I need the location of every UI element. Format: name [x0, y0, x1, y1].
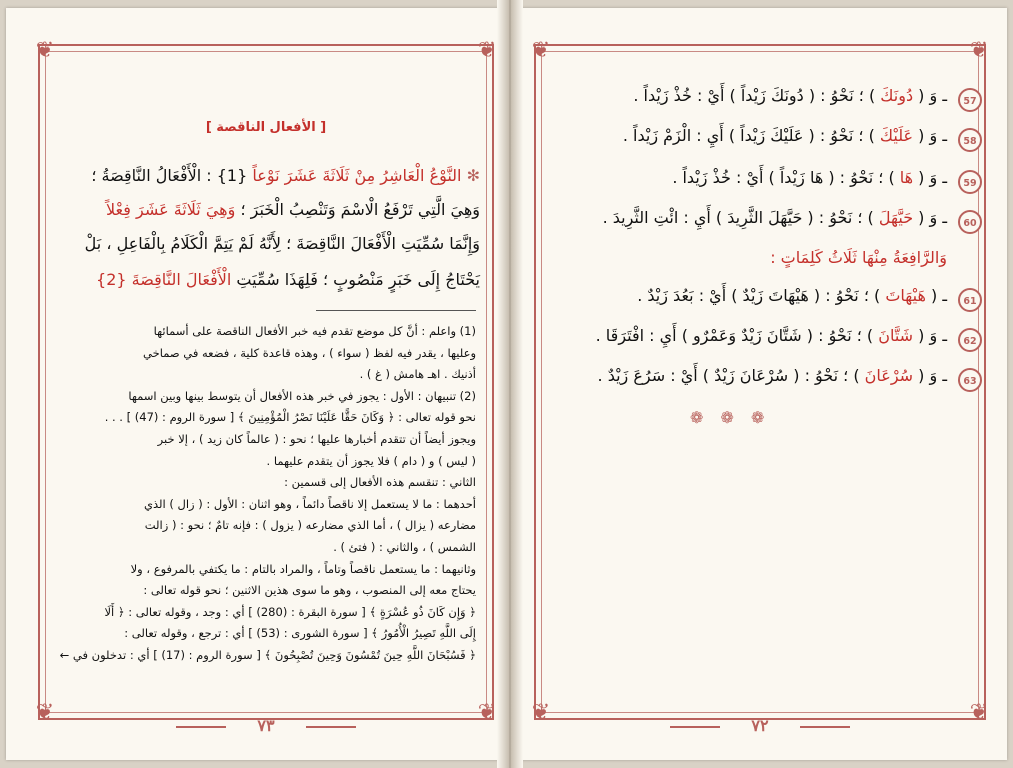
body-line-2-red: وَهِيَ ثَلَاثَةَ عَشَرَ فِعْلاً — [105, 200, 236, 219]
body-line-2-black: وَهِيَ الَّتِي تَرْفَعُ الْاسْمَ وَتَنْصِبُ الْخَبَرَ ؛ — [240, 200, 480, 219]
corner-ornament-icon: ❦ — [477, 700, 497, 725]
item-keyword: شَتَّانَ — [873, 326, 919, 345]
page-number-ornament — [670, 726, 720, 728]
item-text: ـ وَ ( عَلَيْكَ ) ؛ نَحْوُ : ( عَلَيْكَ زَيْداً ) أَيِ : الْزَمْ زَيْداً . — [622, 126, 947, 145]
body-line-1-red: النَّوْعُ الْعَاشِرُ مِنْ ثَلَاثَةَ عَشَرَ نَوْعاً — [252, 166, 462, 185]
item-number-badge: 58 — [958, 128, 982, 152]
footnote-line: ويجوز أيضاً أن تتقدم أخبارها عليها ؛ نحو : ( عالماً كان زيد ) ، إلا خبر — [157, 432, 476, 446]
footnote-line: الشمس ) ، والثاني : ( فتئ ) . — [333, 540, 476, 554]
item-number-badge: 59 — [958, 170, 982, 194]
corner-ornament-icon: ❦ — [35, 700, 55, 725]
item-keyword: هَا — [894, 168, 919, 187]
item-text: ـ وَ ( شَتَّانَ ) ؛ نَحْوُ : ( شَتَّانَ زَيْدٌ وَعَمْرٌو ) أَيِ : افْتَرَقَا . — [595, 326, 947, 345]
book-spine — [497, 0, 523, 768]
body-line-1 — [40, 166, 480, 185]
footnote-line: (1) واعلم : أنَّ كل موضع تقدم فيه خبر الأفعال الناقصة على أسمائها — [153, 324, 476, 338]
page-title: [ الأفعال الناقصة ] — [205, 120, 327, 135]
footnote-line: وعليها ، يقدر فيه لفظ ( سواء ) ، وهذه قاعدة كلية ، فضعه في صماخي — [143, 345, 476, 360]
item-keyword: سُرْعَانَ — [859, 366, 919, 385]
body-line-4-black: يَحْتَاجُ إِلَى خَبَرٍ مَنْصُوبٍ ؛ فَلِهَذَا سُمِّيَتِ — [236, 270, 480, 289]
footnote-line: الثاني : تنقسم هذه الأفعال إلى قسمين : — [284, 475, 476, 490]
item-text: ـ وَ ( حَيَّهَلَ ) ؛ نَحْوُ : ( حَيَّهَلَ الثَّرِيدَ ) أَيِ : ائْتِ الثَّرِيدَ . — [602, 208, 947, 227]
footnote-line: نحو قوله تعالى : ﴿ وَكَانَ حَقًّا عَلَيْنَا نَصْرُ الْمُؤْمِنِينَ ﴾ [ سورة الروم : (47) ] . . . — [104, 410, 476, 425]
corner-ornament-icon: ❦ — [477, 38, 497, 63]
item-text: ـ ( هَيْهَاتَ ) ؛ نَحْوُ : ( هَيْهَاتَ زَيْدٌ ) أَيْ : بَعُدَ زَيْدٌ . — [637, 286, 947, 305]
item-text: ـ وَ ( هَا ) ؛ نَحْوُ : ( هَا زَيْداً ) أَيْ : خُذْ زَيْداً . — [672, 168, 947, 187]
body-line-1-rest: {1} : الْأَفْعَالُ النَّاقِصَةُ ؛ — [91, 166, 248, 185]
item-text: ـ وَ ( دُونَكَ ) ؛ نَحْوُ : ( دُونَكَ زَيْداً ) أَيْ : خُذْ زَيْداً . — [633, 86, 947, 105]
corner-ornament-icon: ❦ — [35, 38, 55, 63]
footnote-line: ﴿ فَسُبْحَانَ اللَّهِ حِينَ تُمْسُونَ وَحِينَ تُصْبِحُونَ ﴾ [ سورة الروم : (17) ] أي : تدخلون في ← — [59, 648, 476, 662]
item-keyword: هَيْهَاتَ — [880, 286, 931, 305]
footnote-line: إِلَى اللَّهِ تَصِيرُ الْأُمُورُ ﴾ [ سورة الشورى : (53) ] أي : ترجع ، وقوله تعالى : — [124, 626, 476, 641]
left-page — [6, 8, 506, 760]
body-line-4 — [40, 270, 480, 289]
item-number-badge: 60 — [958, 210, 982, 234]
footnote-line: وثانيهما : ما يستعمل ناقصاً وتاماً ، والمراد بالتام : ما يكتفي بالمرفوع ، ولا — [130, 561, 476, 576]
corner-ornament-icon: ❦ — [531, 38, 551, 63]
item-keyword: دُونَكَ — [875, 86, 919, 105]
footnote-line: (2) تنبيهان : الأول : يجوز في خبر هذه الأفعال أن يتوسط بينها وبين اسمها — [128, 388, 476, 403]
item-number-badge: 57 — [958, 88, 982, 112]
corner-ornament-icon: ❦ — [531, 700, 551, 725]
end-ornament-icon: ❁ ❁ ❁ — [690, 408, 771, 427]
item-keyword: عَلَيْكَ — [874, 126, 919, 145]
body-line-4-red: الْأَفْعَالَ النَّاقِصَةَ {2} — [96, 270, 232, 289]
item-text: ـ وَ ( سُرْعَانَ ) ؛ نَحْوُ : ( سُرْعَانَ زَيْدٌ ) أَيْ : سَرُعَ زَيْدٌ . — [597, 366, 947, 385]
footnote-divider — [316, 310, 476, 311]
page-number-ornament — [306, 726, 356, 728]
right-page — [510, 8, 1007, 760]
item-number-badge: 63 — [958, 368, 982, 392]
footnote-line: ﴿ وَإِن كَانَ ذُو عُسْرَةٍ ﴾ [ سورة البقرة : (280) ] أي : وجد ، وقوله تعالى : ﴿ أَلَا — [104, 604, 476, 619]
item-number-badge: 62 — [958, 328, 982, 352]
item-keyword: حَيَّهَلَ — [873, 208, 919, 227]
footnote-line: أحدهما : ما لا يستعمل إلا ناقصاً دائماً ، وهو اثنان : الأول : ( زال ) الذي — [143, 496, 476, 511]
section-heading: وَالرَّافِعَةُ مِنْهَا ثَلَاثُ كَلِمَاتٍ : — [770, 248, 947, 267]
page-number-ornament — [800, 726, 850, 728]
star-ornament-icon: ✻ — [466, 166, 480, 185]
footnote-line: ( ليس ) و ( دام ) فلا يجوز أن يتقدم عليهما . — [266, 453, 476, 468]
page-number-ornament — [176, 726, 226, 728]
page-number: ٧٢ — [751, 716, 769, 735]
corner-ornament-icon: ❦ — [969, 700, 989, 725]
body-line-3: وَإِنَّمَا سُمِّيَتِ الْأَفْعَالَ النَّاقِصَةَ ؛ لِأَنَّهُ لَمْ يَتِمَّ الْكَلَامُ بِالْفَاعِلِ ، بَلْ — [84, 234, 480, 253]
item-number-badge: 61 — [958, 288, 982, 312]
body-line-2 — [40, 200, 480, 219]
footnote-line: مضارعه ( يزال ) ، أما الذي مضارعه ( يزول ) : فإنه تامٌ ؛ نحو : ( زالت — [144, 518, 476, 533]
corner-ornament-icon: ❦ — [969, 38, 989, 63]
page-number: ٧٣ — [257, 716, 275, 735]
footnote-line: يحتاج معه إلى المنصوب ، وهو ما سوى هذين الاثنين ؛ نحو قوله تعالى : — [143, 583, 476, 598]
footnote-line: أذنيك . اهـ هامش ( غ ) . — [359, 367, 476, 382]
